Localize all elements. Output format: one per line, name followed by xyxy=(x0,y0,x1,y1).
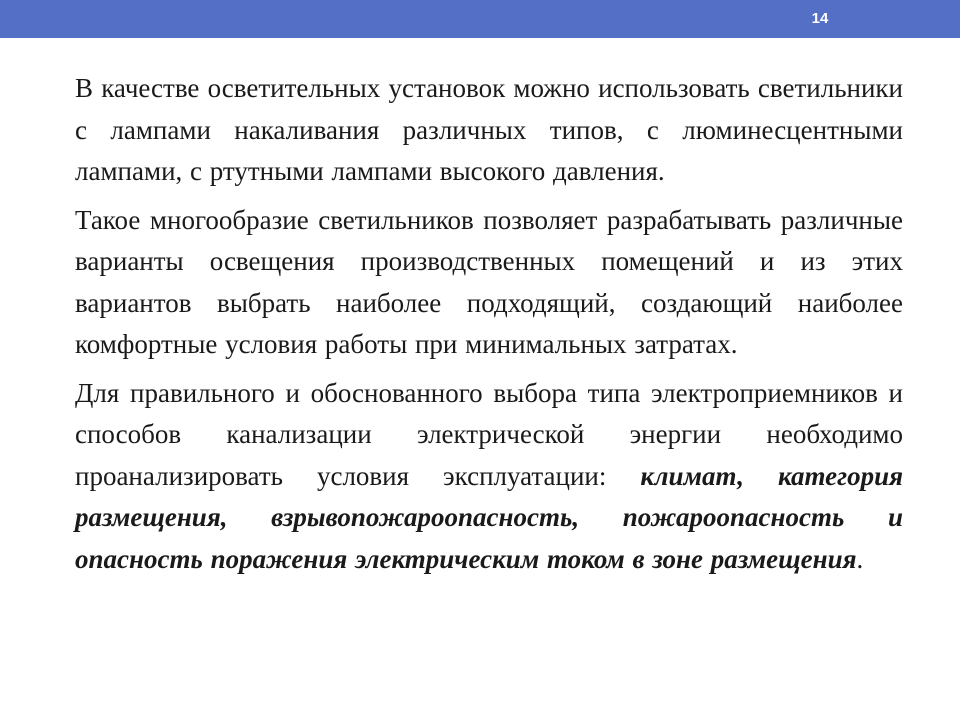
header-bar xyxy=(0,0,960,38)
paragraph-lighting-installations: В качестве осветительных установок можно использовать светильники с лампами накаливания различных типов, с люминесцентными лампами, с ртутными лампами высокого давления. xyxy=(75,73,903,186)
slide-body xyxy=(75,68,903,587)
operating-conditions-text: Для правильного и обоснованного выбора типа электроприемников и способов канализации электрической энергии необходимо проанализировать условия эксплуатации: xyxy=(75,377,903,491)
page-number: 14 xyxy=(811,10,829,27)
operating-conditions-emphasis: климат, категория размещения, взрывопожароопасность, пожароопасность и опасность поражения электрическим током в зоне размещения xyxy=(75,460,903,574)
paragraph-lighting-variety: Такое многообразие светильников позволяет разрабатывать различные варианты освещения производственных помещений и из этих вариантов выбрать наиболее подходящий, создающий наиболее комфортные условия работы при минимальных затратах. xyxy=(75,204,903,359)
paragraph-operating-conditions xyxy=(75,373,903,581)
operating-conditions-period: . xyxy=(856,543,864,574)
